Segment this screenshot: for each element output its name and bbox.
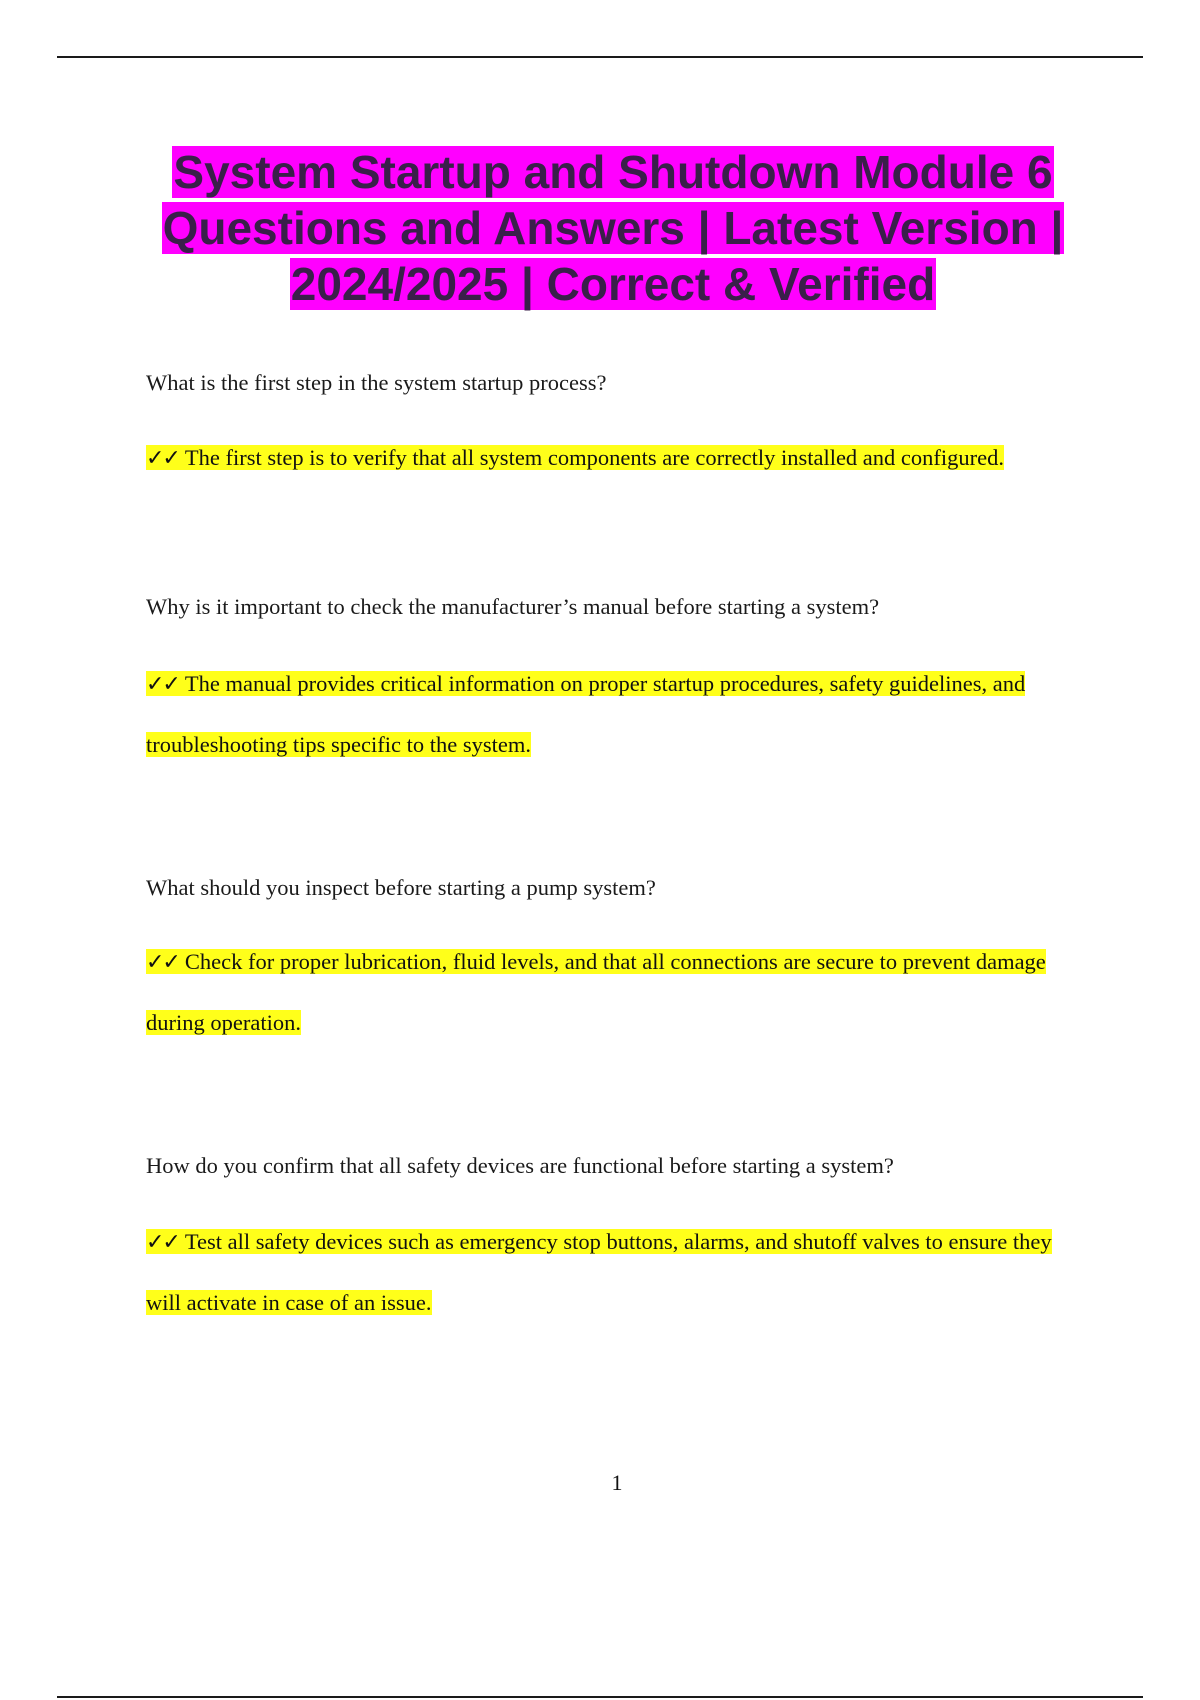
- question-1-text: What is the first step in the system startup process?: [146, 370, 607, 395]
- question-3-text: What should you inspect before starting a pump system?: [146, 875, 656, 900]
- answer-3-text: Check for proper lubrication, fluid levels, and that all connections are secure to prevent damage during operation.: [146, 949, 1046, 1035]
- question-2-text: Why is it important to check the manufacturer’s manual before starting a system?: [146, 594, 880, 619]
- page-number: 1: [611, 1470, 623, 1495]
- header-rule: [57, 56, 1143, 58]
- double-check-icon: ✓✓: [146, 446, 179, 471]
- double-check-icon: ✓✓: [146, 950, 179, 975]
- answer-1: [146, 428, 1086, 489]
- answer-2: [146, 654, 1086, 775]
- answer-2-text: The manual provides critical information on proper startup procedures, safety guidelines, and troubleshooting tips specific to the system.: [146, 671, 1026, 757]
- document-title: [146, 144, 1080, 312]
- double-check-icon: ✓✓: [146, 1230, 179, 1255]
- answer-4: [146, 1212, 1086, 1333]
- answer-1-text: The first step is to verify that all system components are correctly installed and configured.: [184, 445, 1005, 470]
- answer-4-text: Test all safety devices such as emergency stop buttons, alarms, and shutoff valves to ensure they will activate in case of an issue.: [146, 1229, 1052, 1315]
- answer-3: [146, 932, 1086, 1053]
- double-check-icon: ✓✓: [146, 672, 179, 697]
- question-4-text: How do you confirm that all safety devices are functional before starting a system?: [146, 1153, 894, 1178]
- question-1: [146, 353, 1086, 413]
- question-3: [146, 858, 1086, 918]
- question-4: [146, 1136, 1086, 1196]
- question-2: [146, 577, 1086, 637]
- footer-rule: [57, 1696, 1143, 1698]
- document-title-text: System Startup and Shutdown Module 6 Questions and Answers | Latest Version | 2024/2025 | Correct & Verified: [162, 146, 1064, 310]
